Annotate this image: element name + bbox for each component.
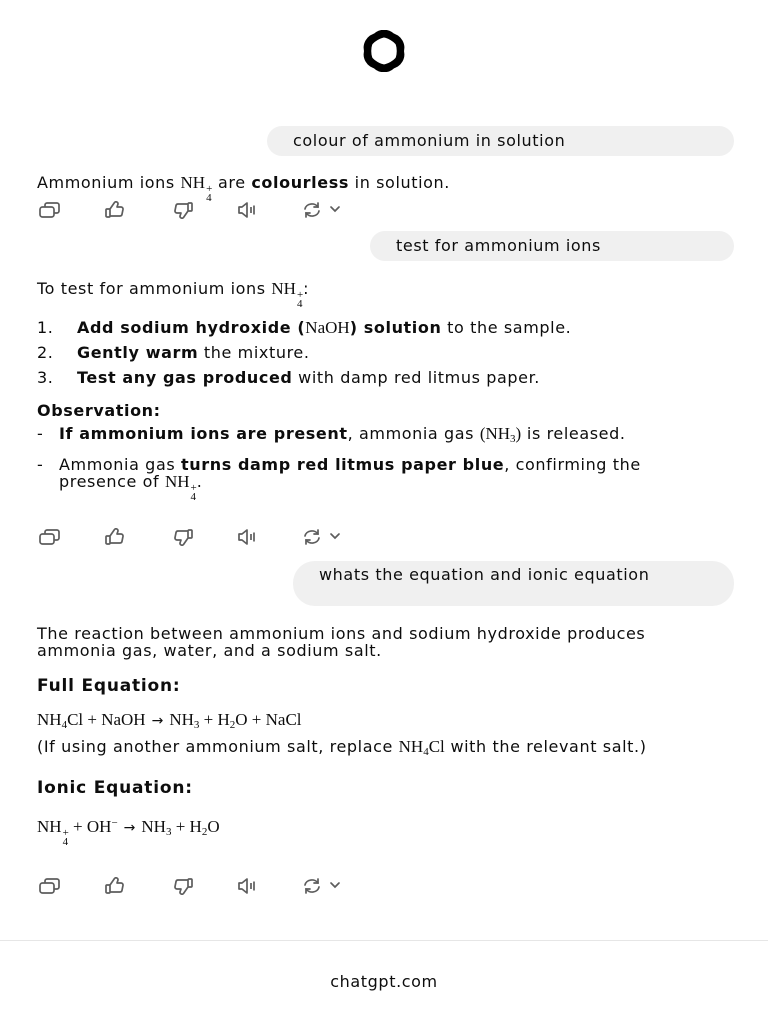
regenerate-icon: [301, 528, 353, 546]
regenerate-icon: [301, 877, 353, 895]
list-item: 1. Add sodium hydroxide (NaOH) solution to the sample.: [37, 318, 572, 337]
list-item: - If ammonium ions are present, ammonia gas $(NH_3)$ is released.: [37, 424, 626, 445]
user-message-bubble: [267, 126, 734, 156]
copy-button[interactable]: [37, 876, 63, 896]
observation-list: [37, 425, 677, 502]
thumbs-up-button[interactable]: [103, 527, 129, 547]
message-actions: [37, 200, 353, 220]
read-aloud-icon: [236, 528, 260, 546]
math-expression: NH + 4: [180, 173, 213, 204]
user-message-text: test for ammonium ions: [396, 236, 601, 255]
thumbs-up-icon: [104, 201, 128, 219]
user-message-text: colour of ammonium in solution: [293, 131, 566, 150]
thumbs-down-button[interactable]: [169, 527, 195, 547]
read-aloud-icon: [236, 877, 260, 895]
assistant-response: To test for ammonium ions NH + 4 : 1. Add sodium hydroxide (NaOH) solution to the sample. 2. Gently warm the mixture. 3. Test any gas produced with damp red litmus paper. Observation: - If ammonium ions are present, ammonia gas $(NH_3)$ is released. - Ammonia gas turns damp red litmus paper blue, confirming the presence of NH + 4 .: [37, 280, 717, 510]
read-aloud-icon: [236, 201, 260, 219]
thumbs-up-button[interactable]: [103, 200, 129, 220]
thumbs-down-icon: [170, 528, 194, 546]
math-expression: NH + 4: [271, 279, 304, 310]
copy-button[interactable]: [37, 527, 63, 547]
read-aloud-button[interactable]: [235, 876, 261, 896]
full-equation: $NH_4Cl$ + NaOH → $NH_3 + H_2O$ + NaCl: [37, 710, 302, 731]
section-heading: Observation:: [37, 401, 161, 420]
section-heading: Ionic Equation:: [37, 778, 193, 798]
assistant-response: Ammonium ions NH + 4 are colourless in solution.: [37, 173, 450, 204]
thumbs-down-icon: [170, 201, 194, 219]
thumbs-down-icon: [170, 877, 194, 895]
thumbs-up-icon: [104, 877, 128, 895]
user-message-bubble: [293, 561, 734, 606]
assistant-response: The reaction between ammonium ions and sodium hydroxide produces ammonia gas, water, and a sodium salt. Full Equation: $NH_4Cl$ + NaOH → $NH_3 + H_2O$ + NaCl (If using another ammonium salt, replace $NH_4Cl$ with the relevant salt.) Ionic Equation: NH + 4 + $OH^- \to NH_3 + H_2O$: [37, 625, 717, 847]
footer-divider: [0, 940, 768, 941]
thumbs-down-button[interactable]: [169, 876, 195, 896]
list-item: 3. Test any gas produced with damp red litmus paper.: [37, 368, 540, 387]
read-aloud-button[interactable]: [235, 527, 261, 547]
section-heading: Full Equation:: [37, 676, 181, 696]
regenerate-button[interactable]: [301, 876, 353, 896]
thumbs-up-icon: [104, 528, 128, 546]
user-message-bubble: [370, 231, 734, 261]
copy-icon: [38, 877, 62, 895]
regenerate-button[interactable]: [301, 200, 353, 220]
steps-list: [37, 319, 667, 386]
list-item: - Ammonia gas turns damp red litmus paper blue, confirming the presence of NH + 4 .: [37, 455, 641, 503]
read-aloud-button[interactable]: [235, 200, 261, 220]
thumbs-down-button[interactable]: [169, 200, 195, 220]
regenerate-icon: [301, 201, 353, 219]
list-item: 2. Gently warm the mixture.: [37, 343, 310, 362]
copy-button[interactable]: [37, 200, 63, 220]
message-actions: [37, 876, 353, 896]
user-message-text: whats the equation and ionic equation: [319, 565, 650, 584]
ionic-equation: NH + 4 + $OH^- \to NH_3 + H_2O$: [37, 817, 220, 848]
message-actions: [37, 527, 353, 547]
copy-icon: [38, 201, 62, 219]
copy-icon: [38, 528, 62, 546]
openai-logo-icon: [333, 30, 435, 72]
thumbs-up-button[interactable]: [103, 876, 129, 896]
regenerate-button[interactable]: [301, 527, 353, 547]
footer-domain[interactable]: chatgpt.com: [330, 972, 438, 991]
